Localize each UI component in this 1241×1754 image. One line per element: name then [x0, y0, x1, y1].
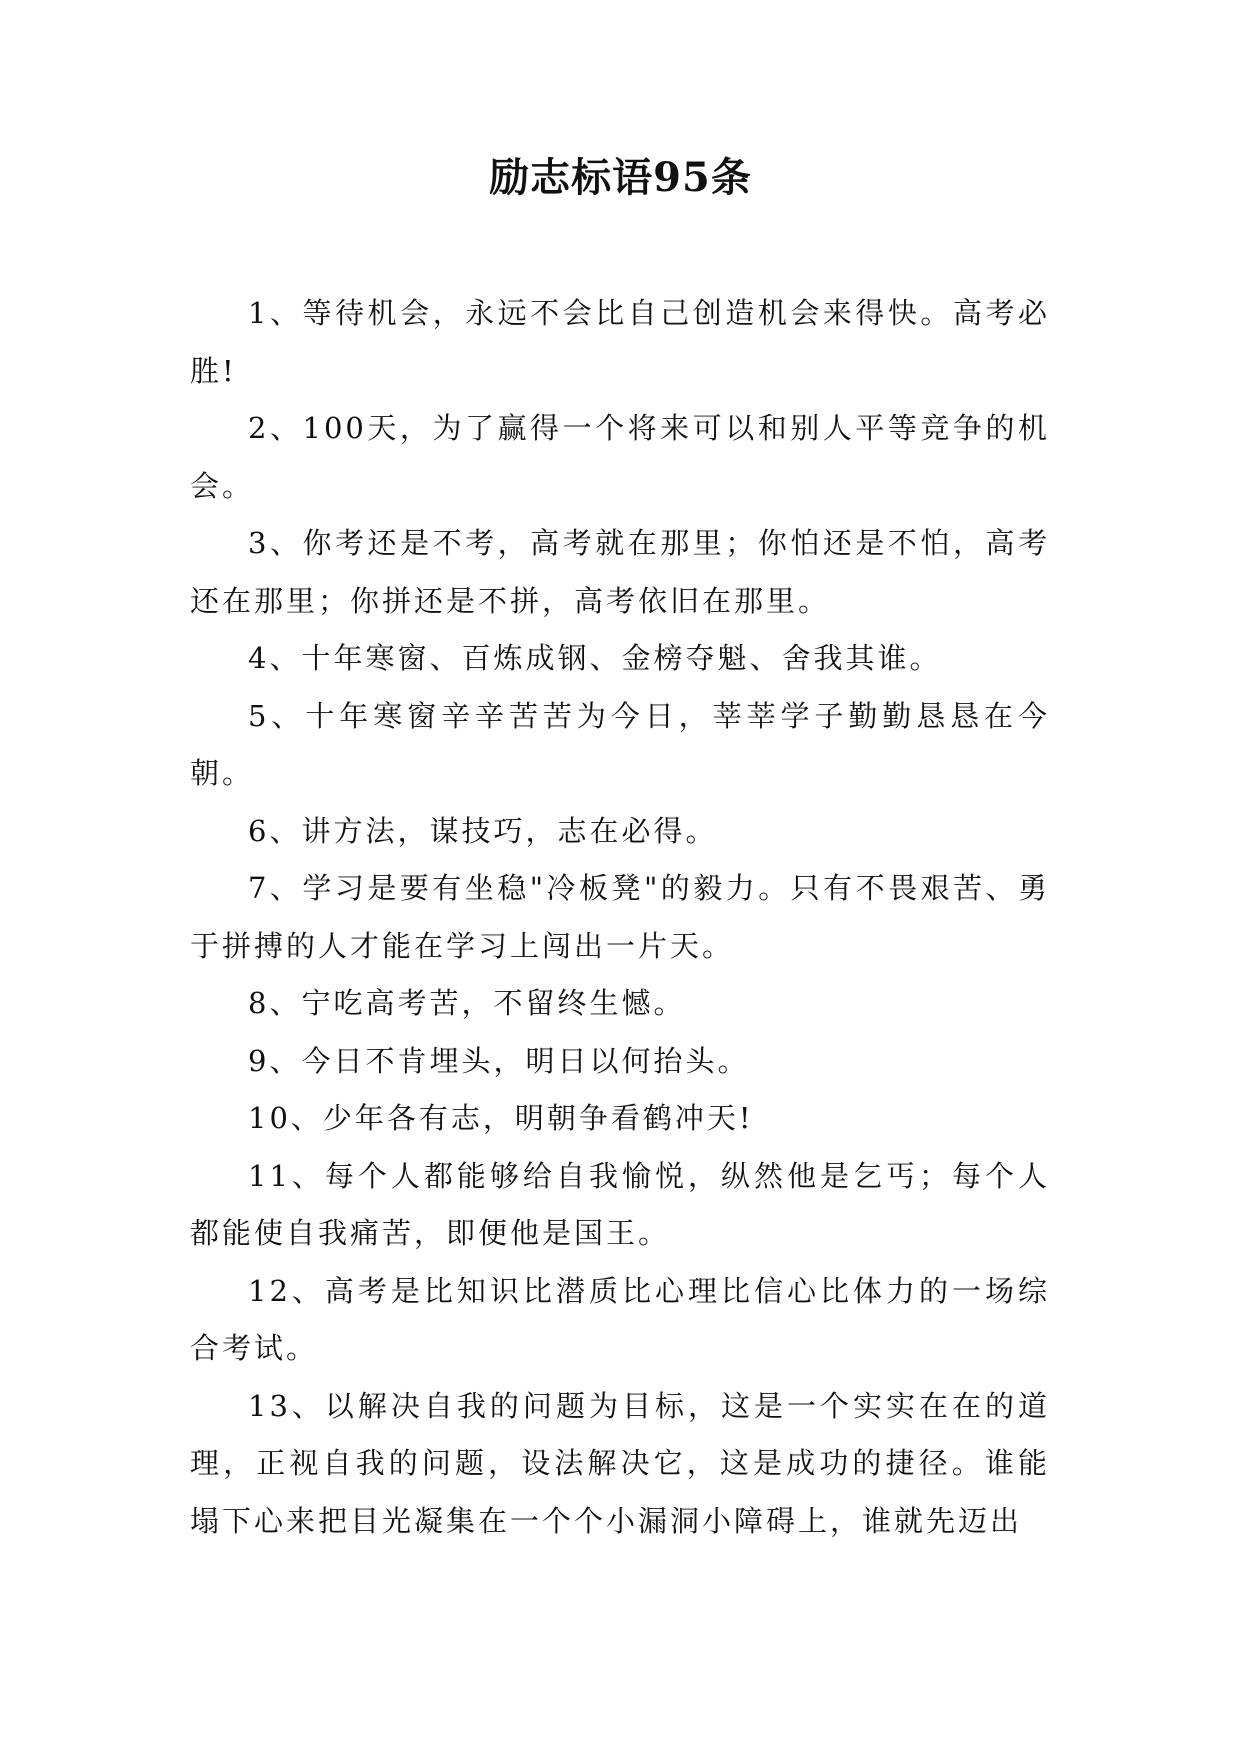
document-body	[190, 285, 1050, 1550]
paragraph-4: 4、十年寒窗、百炼成钢、金榜夺魁、舍我其谁。	[248, 641, 942, 675]
paragraph-11: 11、每个人都能够给自我愉悦，纵然他是乞丐；每个人都能使自我痛苦，即便他是国王。	[190, 1158, 1050, 1250]
paragraph-3: 3、你考还是不考，高考就在那里；你怕还是不怕，高考还在那里；你拼还是不拼，高考依旧在那里。	[190, 526, 1050, 618]
paragraph-2: 2、100天，为了赢得一个将来可以和别人平等竞争的机会。	[190, 411, 1050, 503]
document-title: 励志标语95条	[489, 154, 752, 201]
paragraph-10: 10、少年各有志，明朝争看鹤冲天!	[248, 1101, 754, 1135]
paragraph-8: 8、宁吃高考苦，不留终生憾。	[248, 986, 686, 1020]
paragraph-9: 9、今日不肯埋头，明日以何抬头。	[248, 1043, 750, 1078]
paragraph-13: 13、以解决自我的问题为目标，这是一个实实在在的道理，正视自我的问题，设法解决它，这是成功的捷径。谁能塌下心来把目光凝集在一个个小漏洞小障碍上，谁就先迈出	[190, 1388, 1050, 1538]
paragraph-5: 5、十年寒窗辛辛苦苦为今日，莘莘学子勤勤恳恳在今朝。	[190, 698, 1050, 790]
paragraph-7: 7、学习是要有坐稳"冷板凳"的毅力。只有不畏艰苦、勇于拼搏的人才能在学习上闯出一片天。	[190, 871, 1050, 963]
paragraph-12: 12、高考是比知识比潜质比心理比信心比体力的一场综合考试。	[190, 1273, 1050, 1365]
paragraph-6: 6、讲方法，谋技巧，志在必得。	[248, 813, 718, 848]
paragraph-1: 1、等待机会，永远不会比自己创造机会来得快。高考必胜!	[190, 296, 1050, 388]
